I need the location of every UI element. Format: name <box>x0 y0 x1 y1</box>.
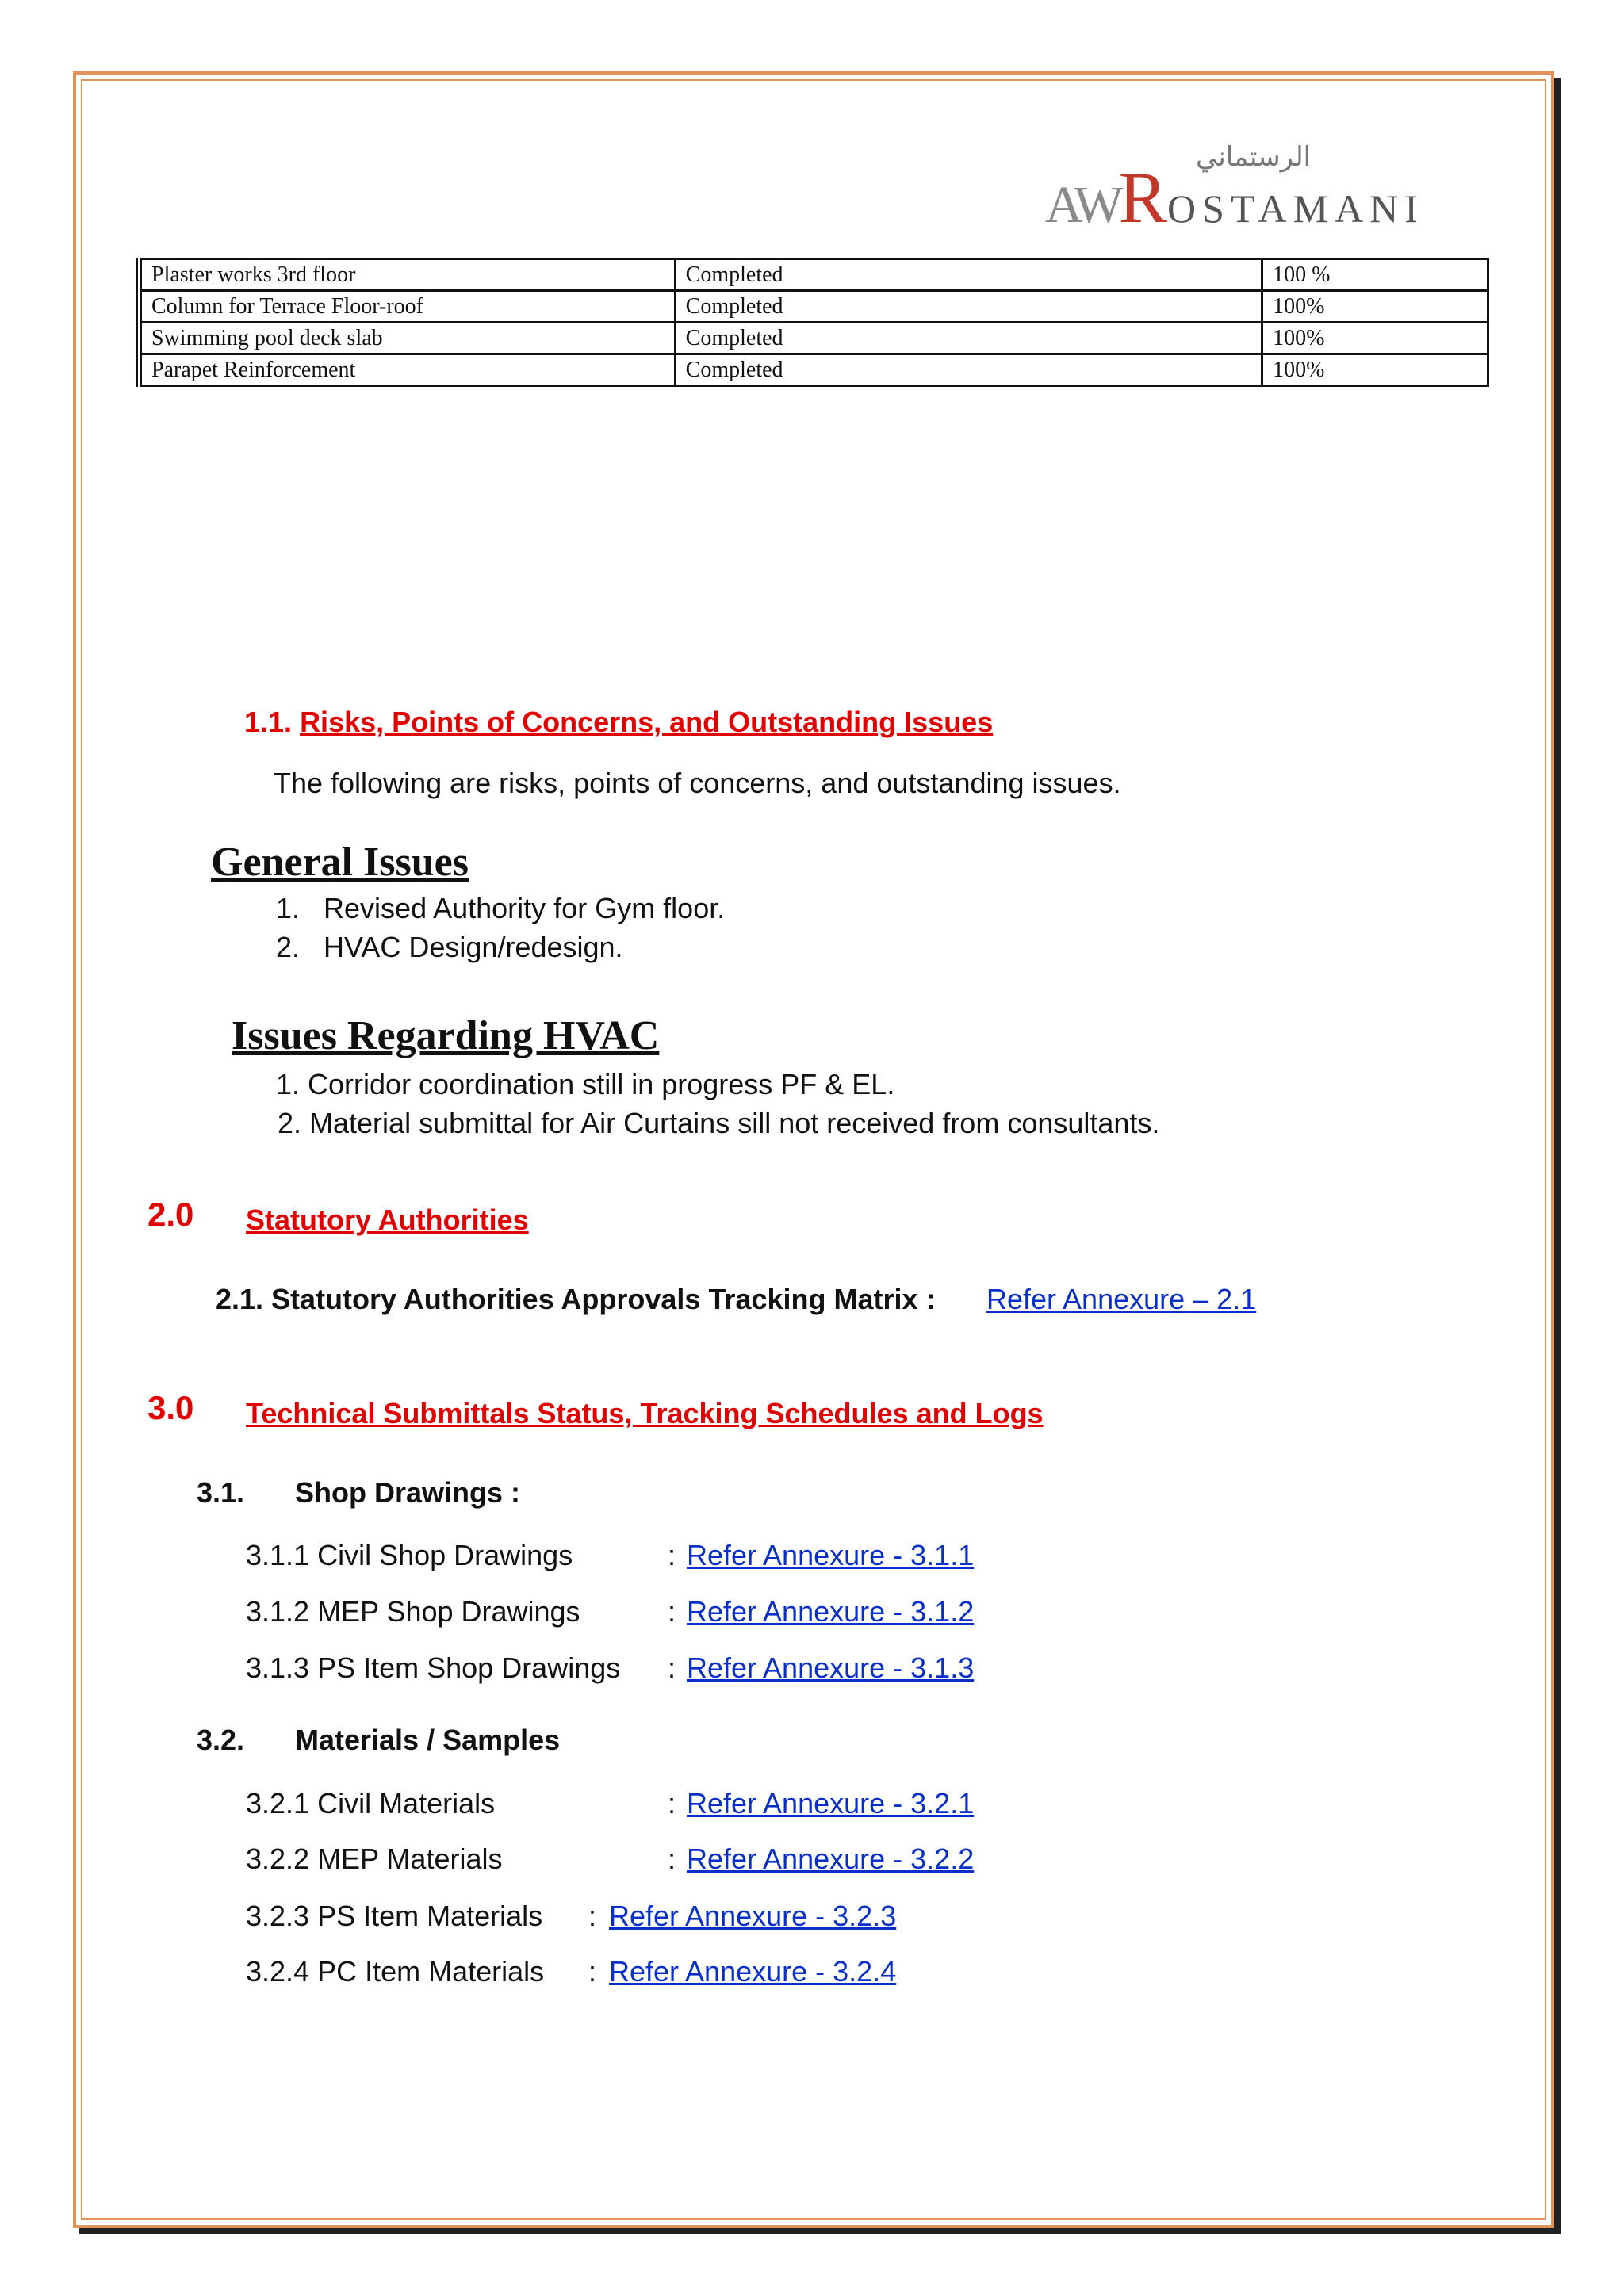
hvac-issue-item: 1. Corridor coordination still in progress PF & EL. <box>276 1068 895 1100</box>
hvac-issues-heading: Issues Regarding HVAC <box>232 1013 660 1058</box>
material-label: 3.2.2 MEP Materials <box>246 1843 503 1875</box>
shop-drawing-label: 3.1.3 PS Item Shop Drawings <box>246 1651 621 1684</box>
annexure-3-1-1-link[interactable]: Refer Annexure - 3.1.1 <box>687 1539 975 1571</box>
activity-cell: Swimming pool deck slab <box>140 323 676 354</box>
section-1-1-title: Risks, Points of Concerns, and Outstanding Issues <box>300 706 994 738</box>
general-issues-heading: General Issues <box>211 840 469 885</box>
section-3-number: 3.0 <box>147 1389 194 1426</box>
activity-cell: Column for Terrace Floor-roof <box>140 291 676 323</box>
logo-arabic-text: الرستماني <box>1196 141 1312 173</box>
status-cell: Completed <box>675 259 1262 291</box>
material-sep: : <box>668 1787 676 1820</box>
material-label: 3.2.4 PC Item Materials <box>246 1955 545 1988</box>
section-3-title: Technical Submittals Status, Tracking Schedules and Logs <box>246 1397 1044 1429</box>
frame-shadow-right <box>1554 78 1561 2234</box>
shop-drawings-number: 3.1. <box>197 1476 245 1509</box>
percent-cell: 100 % <box>1262 259 1488 291</box>
shop-drawing-sep: : <box>668 1651 676 1684</box>
materials-number: 3.2. <box>197 1724 245 1756</box>
material-sep: : <box>588 1955 597 1988</box>
annexure-3-2-4-link[interactable]: Refer Annexure - 3.2.4 <box>609 1955 897 1988</box>
activity-cell: Plaster works 3rd floor <box>140 259 676 291</box>
company-logo <box>1045 141 1426 238</box>
section-1-1-intro: The following are risks, points of concerns, and outstanding issues. <box>274 767 1121 799</box>
general-issue-item: 2. HVAC Design/redesign. <box>276 931 623 963</box>
annexure-2-1-link[interactable]: Refer Annexure – 2.1 <box>986 1283 1257 1315</box>
annexure-3-2-1-link[interactable]: Refer Annexure - 3.2.1 <box>687 1787 975 1820</box>
hvac-issue-item: 2. Material submittal for Air Curtains sill not received from consultants. <box>278 1107 1160 1139</box>
material-sep: : <box>588 1900 597 1932</box>
table-row <box>140 354 1488 386</box>
table-row <box>140 291 1488 323</box>
activity-cell: Parapet Reinforcement <box>140 354 676 386</box>
annexure-3-1-2-link[interactable]: Refer Annexure - 3.1.2 <box>687 1595 975 1628</box>
annexure-3-2-3-link[interactable]: Refer Annexure - 3.2.3 <box>609 1900 897 1932</box>
shop-drawing-sep: : <box>668 1595 676 1628</box>
progress-table <box>136 258 1489 387</box>
annexure-3-2-2-link[interactable]: Refer Annexure - 3.2.2 <box>687 1843 975 1875</box>
shop-drawing-label: 3.1.2 MEP Shop Drawings <box>246 1595 580 1628</box>
material-label: 3.2.1 Civil Materials <box>246 1787 496 1820</box>
shop-drawing-sep: : <box>668 1539 676 1571</box>
section-2-number: 2.0 <box>147 1196 194 1233</box>
table-row <box>140 323 1488 354</box>
percent-cell: 100% <box>1262 323 1488 354</box>
status-cell: Completed <box>675 291 1262 323</box>
table-row <box>140 259 1488 291</box>
page-border-inner <box>81 79 1546 2220</box>
frame-shadow-bottom <box>79 2228 1561 2234</box>
section-2-title: Statutory Authorities <box>246 1203 529 1236</box>
shop-drawings-title: Shop Drawings : <box>295 1476 521 1509</box>
percent-cell: 100% <box>1262 354 1488 386</box>
section-1-1-heading: 1.1. Risks, Points of Concerns, and Outstanding Issues <box>244 706 994 738</box>
material-label: 3.2.3 PS Item Materials <box>246 1900 543 1932</box>
general-issue-item: 1. Revised Authority for Gym floor. <box>276 892 726 924</box>
logo-wordmark: AWROSTAMANI <box>1045 157 1424 238</box>
status-cell: Completed <box>675 354 1262 386</box>
status-cell: Completed <box>675 323 1262 354</box>
material-sep: : <box>668 1843 676 1875</box>
shop-drawing-label: 3.1.1 Civil Shop Drawings <box>246 1539 573 1571</box>
percent-cell: 100% <box>1262 291 1488 323</box>
section-2-1-label: 2.1. Statutory Authorities Approvals Tracking Matrix : <box>216 1283 936 1315</box>
materials-title: Materials / Samples <box>295 1724 561 1756</box>
annexure-3-1-3-link[interactable]: Refer Annexure - 3.1.3 <box>687 1651 975 1684</box>
